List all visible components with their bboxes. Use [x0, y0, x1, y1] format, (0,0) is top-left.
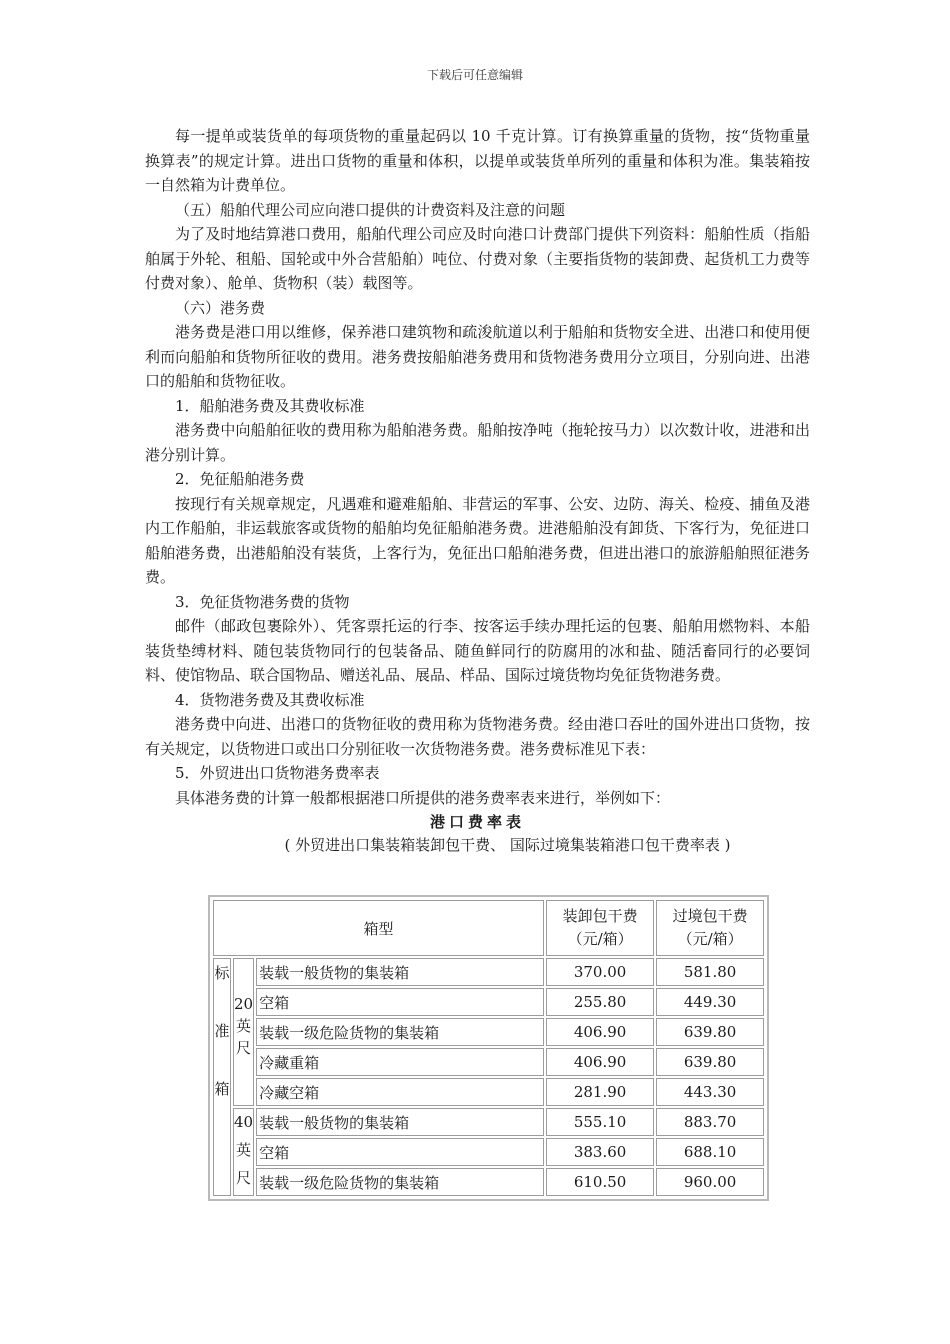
document-body — [145, 124, 810, 857]
paragraph: 每一提单或装货单的每项货物的重量起码以 10 千克计算。订有换算重量的货物，按“货物重量换算表”的规定计算。进出口货物的重量和体积，以提单或装货单所列的重量和体积为准。集装箱按一自然箱为计费单位。 — [145, 127, 810, 194]
loading-fee-value: 610.50 — [546, 1168, 654, 1196]
table-title: 港口费率表 — [429, 813, 525, 831]
table-row — [213, 1108, 764, 1136]
box-type-name: 装载一般货物的集装箱 — [256, 958, 544, 986]
transit-fee-value: 639.80 — [656, 1018, 764, 1046]
header-loading-fee-unit: （元/箱） — [567, 930, 633, 948]
paragraph: 具体港务费的计算一般都根据港口所提供的港务费率表来进行，举例如下： — [175, 788, 671, 807]
std-char: 准 — [214, 1022, 230, 1040]
box-type-name: 空箱 — [256, 1138, 544, 1166]
transit-fee-value: 581.80 — [656, 958, 764, 986]
box-type-name: 装载一级危险货物的集装箱 — [256, 1168, 544, 1196]
standard-box-label — [213, 958, 231, 1196]
table-row — [213, 1138, 764, 1166]
size-20ft-label — [233, 958, 254, 1106]
loading-fee-value: 406.90 — [546, 1048, 654, 1076]
subsection-heading: 3．免征货物港务费的货物 — [175, 592, 350, 611]
box-type-name: 装载一级危险货物的集装箱 — [256, 1018, 544, 1046]
header-loading-fee — [546, 900, 654, 956]
size-40ft-label — [233, 1108, 254, 1196]
table-row — [213, 958, 764, 986]
size-char: 尺 — [236, 1039, 252, 1057]
header-transit-fee — [656, 900, 764, 956]
transit-fee-value: 639.80 — [656, 1048, 764, 1076]
table-subtitle: ( 外贸进出口集装箱装卸包干费、 国际过境集装箱港口包干费率表 ) — [284, 836, 731, 854]
paragraph: 按现行有关规章规定，凡遇难和避难船舶、非营运的军事、公安、边防、海关、检疫、捕鱼及港内工作船舶，非运载旅客或货物的船舶均免征船舶港务费。进港船舶没有卸货、下客行为，免征进口船舶港务费，出港船舶没有装货，上客行为，免征出口船舶港务费，但进出港口的旅游船舶照征港务费。 — [145, 494, 810, 586]
size-char: 英 — [236, 1141, 252, 1159]
box-type-name: 空箱 — [256, 988, 544, 1016]
std-char: 标 — [214, 964, 230, 982]
section-heading: （六）港务费 — [175, 298, 266, 317]
table-header-row — [213, 900, 764, 956]
subsection-heading: 2．免征船舶港务费 — [175, 470, 305, 488]
transit-fee-value: 449.30 — [656, 988, 764, 1016]
subsection-heading: 5．外贸进出口货物港务费率表 — [175, 764, 380, 782]
rate-table-frame — [208, 895, 769, 1201]
size-digit: 40 — [234, 1113, 254, 1131]
size-digit: 20 — [234, 995, 254, 1013]
loading-fee-value: 370.00 — [546, 958, 654, 986]
header-loading-fee-label: 装卸包干费 — [562, 907, 638, 925]
size-char: 英 — [236, 1017, 252, 1035]
loading-fee-value: 281.90 — [546, 1078, 654, 1106]
size-char: 尺 — [236, 1169, 252, 1187]
transit-fee-value: 883.70 — [656, 1108, 764, 1136]
paragraph: 邮件（邮政包裹除外）、凭客票托运的行李、按客运手续办理托运的包裹、船舶用燃物料、本船装货垫缚材料、随包装货物同行的包装备品、随鱼鲜同行的防腐用的冰和盐、随活畜同行的必要饲料、使馆物品、联合国物品、赠送礼品、展品、样品、国际过境货物均免征货物港务费。 — [145, 617, 810, 684]
subsection-heading: 1．船舶港务费及其费收标准 — [175, 396, 365, 415]
std-char: 箱 — [214, 1080, 230, 1098]
loading-fee-value: 383.60 — [546, 1138, 654, 1166]
table-row — [213, 1078, 764, 1106]
subsection-heading: 4．货物港务费及其费收标准 — [175, 690, 365, 709]
loading-fee-value: 255.80 — [546, 988, 654, 1016]
header-transit-fee-unit: （元/箱） — [677, 930, 743, 948]
rate-table — [211, 898, 766, 1198]
box-type-name: 冷藏空箱 — [256, 1078, 544, 1106]
transit-fee-value: 960.00 — [656, 1168, 764, 1196]
box-type-name: 冷藏重箱 — [256, 1048, 544, 1076]
table-row — [213, 1018, 764, 1046]
transit-fee-value: 688.10 — [656, 1138, 764, 1166]
header-box-type: 箱型 — [213, 900, 544, 956]
section-heading: （五）船舶代理公司应向港口提供的计费资料及注意的问题 — [175, 200, 566, 219]
paragraph: 港务费是港口用以维修，保养港口建筑物和疏浚航道以利于船舶和货物安全进、出港口和使用便利而向船舶和货物所征收的费用。港务费按船舶港务费用和货物港务费用分立项目，分别向进、出港口的船舶和货物征收。 — [145, 323, 810, 390]
loading-fee-value: 406.90 — [546, 1018, 654, 1046]
paragraph: 港务费中向船舶征收的费用称为船舶港务费。船舶按净吨（拖轮按马力）以次数计收，进港和出港分别计算。 — [145, 421, 810, 464]
table-row — [213, 988, 764, 1016]
page-header-note: 下载后可任意编辑 — [426, 68, 523, 82]
transit-fee-value: 443.30 — [656, 1078, 764, 1106]
paragraph: 港务费中向进、出港口的货物征收的费用称为货物港务费。经由港口吞吐的国外进出口货物，按有关规定，以货物进口或出口分别征收一次货物港务费。港务费标准见下表： — [145, 715, 810, 758]
table-row — [213, 1168, 764, 1196]
loading-fee-value: 555.10 — [546, 1108, 654, 1136]
table-row — [213, 1048, 764, 1076]
paragraph: 为了及时地结算港口费用，船舶代理公司应及时向港口计费部门提供下列资料：船舶性质（指船舶属于外轮、租船、国轮或中外合营船舶）吨位、付费对象（主要指货物的装卸费、起货机工力费等付费对象）、舱单、货物积（装）载图等。 — [145, 225, 810, 292]
header-transit-fee-label: 过境包干费 — [672, 907, 748, 925]
box-type-name: 装载一般货物的集装箱 — [256, 1108, 544, 1136]
